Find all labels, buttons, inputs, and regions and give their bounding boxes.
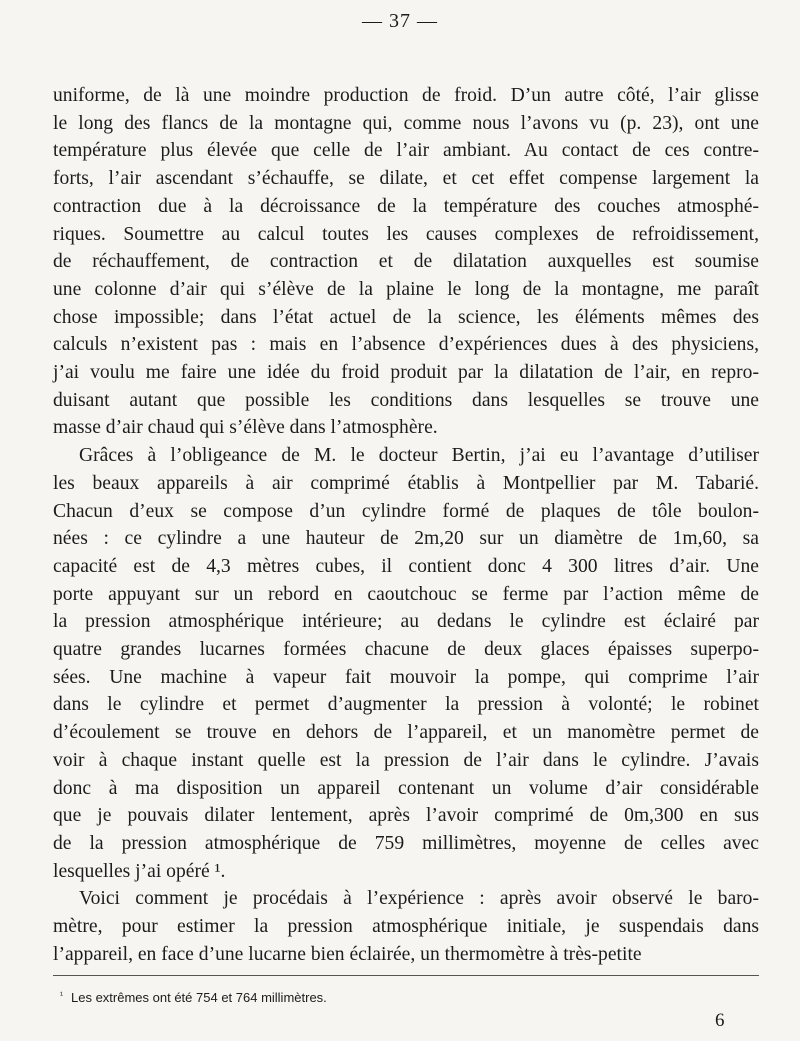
text-line: Grâces à l’obligeance de M. le docteur Bertin, j’ai eu l’avantage d’utiliser — [79, 445, 759, 467]
text-line: voir à chaque instant quelle est la pression de l’air dans le cylindre. J’avais — [53, 749, 759, 771]
signature-mark: 6 — [715, 1010, 725, 1031]
text-line: porte appuyant sur un rebord en caoutchouc se ferme par l’action même de — [53, 583, 759, 605]
text-line: dans le cylindre et permet d’augmenter la pression à volonté; le robinet — [53, 694, 759, 716]
text-line: les beaux appareils à air comprimé établis à Montpellier par M. Tabarié. — [53, 472, 759, 494]
text-line: quatre grandes lucarnes formées chacune de deux glaces épaisses superpo- — [53, 639, 759, 661]
footnote-text: Les extrêmes ont été 754 et 764 millimètres. — [71, 990, 327, 1005]
text-line: mètre, pour estimer la pression atmosphérique initiale, je suspendais dans — [53, 916, 759, 938]
text-line: le long des flancs de la montagne qui, comme nous l’avons vu (p. 23), ont une — [53, 112, 759, 134]
text-line: capacité est de 4,3 mètres cubes, il contient donc 4 300 litres d’air. Une — [53, 555, 759, 577]
text-line: contraction due à la décroissance de la température des couches atmosphé- — [53, 195, 759, 217]
text-line: Chacun d’eux se compose d’un cylindre formé de plaques de tôle boulon- — [53, 500, 759, 522]
text-line: donc à ma disposition un appareil contenant un volume d’air considérable — [53, 777, 759, 799]
text-line: Voici comment je procédais à l’expérience : après avoir observé le baro- — [79, 888, 759, 910]
text-line: une colonne d’air qui s’élève de la plaine le long de la montagne, me paraît — [53, 278, 759, 300]
text-line: uniforme, de là une moindre production de froid. D’un autre côté, l’air glisse — [53, 85, 759, 106]
text-line: que je pouvais dilater lentement, après l’avoir comprimé de 0m,300 en sus — [53, 805, 759, 827]
text-line: chose impossible; dans l’état actuel de la science, les éléments mêmes des — [53, 306, 759, 328]
text-line: la pression atmosphérique intérieure; au dedans le cylindre est éclairé par — [53, 611, 759, 633]
text-line: de réchauffement, de contraction et de dilatation auxquelles est soumise — [53, 251, 759, 273]
footnote-mark: ¹ — [60, 990, 63, 1000]
footnote — [60, 990, 750, 1005]
text-line: duisant autant que possible les conditions dans lesquelles se trouve une — [53, 389, 759, 411]
text-line: d’écoulement se trouve en dehors de l’appareil, et un manomètre permet de — [53, 722, 759, 744]
text-line: masse d’air chaud qui s’élève dans l’atmosphère. — [53, 417, 438, 439]
text-line: riques. Soumettre au calcul toutes les causes complexes de refroidissement, — [53, 223, 759, 245]
text-line: l’appareil, en face d’une lucarne bien éclairée, un thermomètre à très-petite — [53, 943, 642, 965]
footnote-rule — [53, 975, 759, 976]
text-line: température plus élevée que celle de l’air ambiant. Au contact de ces contre- — [53, 140, 759, 162]
body-text — [53, 82, 759, 969]
text-line: lesquelles j’ai opéré ¹. — [53, 860, 226, 882]
page-number: — 37 — — [362, 10, 438, 32]
text-line: sées. Une machine à vapeur fait mouvoir la pompe, qui comprime l’air — [53, 666, 759, 688]
text-line: j’ai voulu me faire une idée du froid produit par la dilatation de l’air, en repro- — [53, 362, 759, 384]
text-line: calculs n’existent pas : mais en l’absence d’expériences dues à des physiciens, — [53, 334, 759, 356]
text-line: de la pression atmosphérique de 759 millimètres, moyenne de celles avec — [53, 832, 759, 854]
text-line: forts, l’air ascendant s’échauffe, se dilate, et cet effet compense largement la — [53, 168, 759, 190]
text-line: nées : ce cylindre a une hauteur de 2m,20 sur un diamètre de 1m,60, sa — [53, 528, 759, 550]
